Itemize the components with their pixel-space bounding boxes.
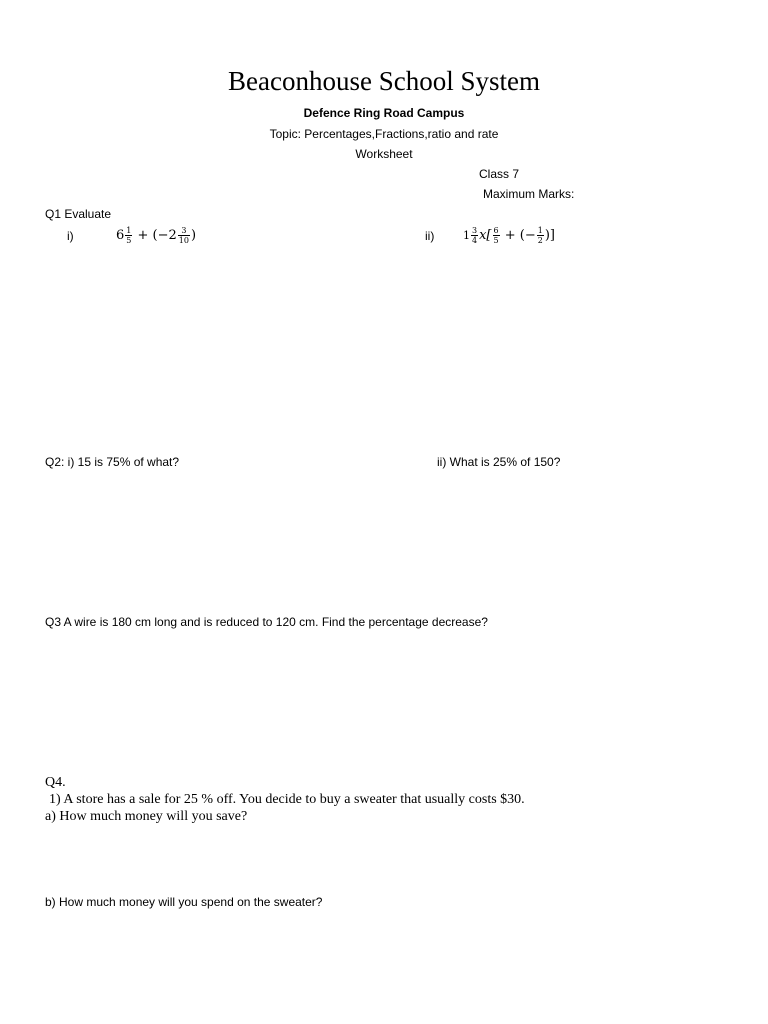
q1-i-whole: 6	[116, 228, 125, 243]
q1-i-fraction-2	[178, 226, 190, 245]
q1-ii-f3-num: 1	[537, 226, 543, 235]
q1-ii-f2-num: 6	[493, 226, 499, 235]
q1-ii-operator: + (−	[504, 228, 536, 243]
q1-ii-fraction-2	[493, 226, 500, 245]
worksheet-label: Worksheet	[355, 147, 413, 161]
q1-i-operator: + (−2	[137, 228, 177, 243]
class-label: Class 7	[479, 167, 520, 181]
q1-part-ii-label: ii)	[425, 229, 435, 243]
q1-ii-f1-num: 3	[472, 226, 478, 235]
q4-part-b: b) How much money will you spend on the sweater?	[45, 895, 323, 909]
q4-heading: Q4.	[45, 775, 66, 790]
q1-ii-f3-den: 2	[537, 236, 543, 245]
q2-part-i: Q2: i) 15 is 75% of what?	[45, 455, 180, 469]
q4-part-a: a) How much money will you save?	[45, 809, 248, 824]
q1-i-f2-num: 3	[178, 226, 190, 236]
max-marks-label: Maximum Marks:	[483, 187, 575, 201]
q1-ii-times: x[	[479, 228, 492, 243]
topic-line: Topic: Percentages,Fractions,ratio and rate	[269, 127, 499, 141]
q1-i-fraction-1	[125, 226, 132, 245]
q3-text: Q3 A wire is 180 cm long and is reduced to 120 cm. Find the percentage decrease?	[45, 615, 488, 629]
q1-ii-fraction-3	[537, 226, 544, 245]
q1-i-close: )	[190, 228, 197, 243]
q1-ii-whole: 1	[463, 229, 470, 242]
q1-part-ii-expression	[463, 226, 555, 245]
q1-i-f1-num: 1	[126, 226, 132, 235]
q2-part-ii: ii) What is 25% of 150?	[437, 455, 561, 469]
campus-name: Defence Ring Road Campus	[303, 106, 465, 120]
q1-part-i-label: i)	[67, 229, 74, 243]
q1-i-f1-den: 5	[126, 236, 132, 245]
q4-stem: 1) A store has a sale for 25 % off. You decide to buy a sweater that usually costs $30.	[49, 792, 525, 807]
q1-ii-close: )]	[544, 228, 555, 243]
q1-part-i-expression	[116, 226, 196, 245]
q1-i-f2-den: 10	[178, 236, 189, 245]
q1-ii-fraction-1	[471, 226, 478, 245]
q1-ii-f1-den: 4	[472, 236, 478, 245]
school-title: Beaconhouse School System	[228, 66, 540, 96]
q1-ii-f2-den: 5	[493, 236, 499, 245]
q1-heading: Q1 Evaluate	[45, 207, 112, 221]
